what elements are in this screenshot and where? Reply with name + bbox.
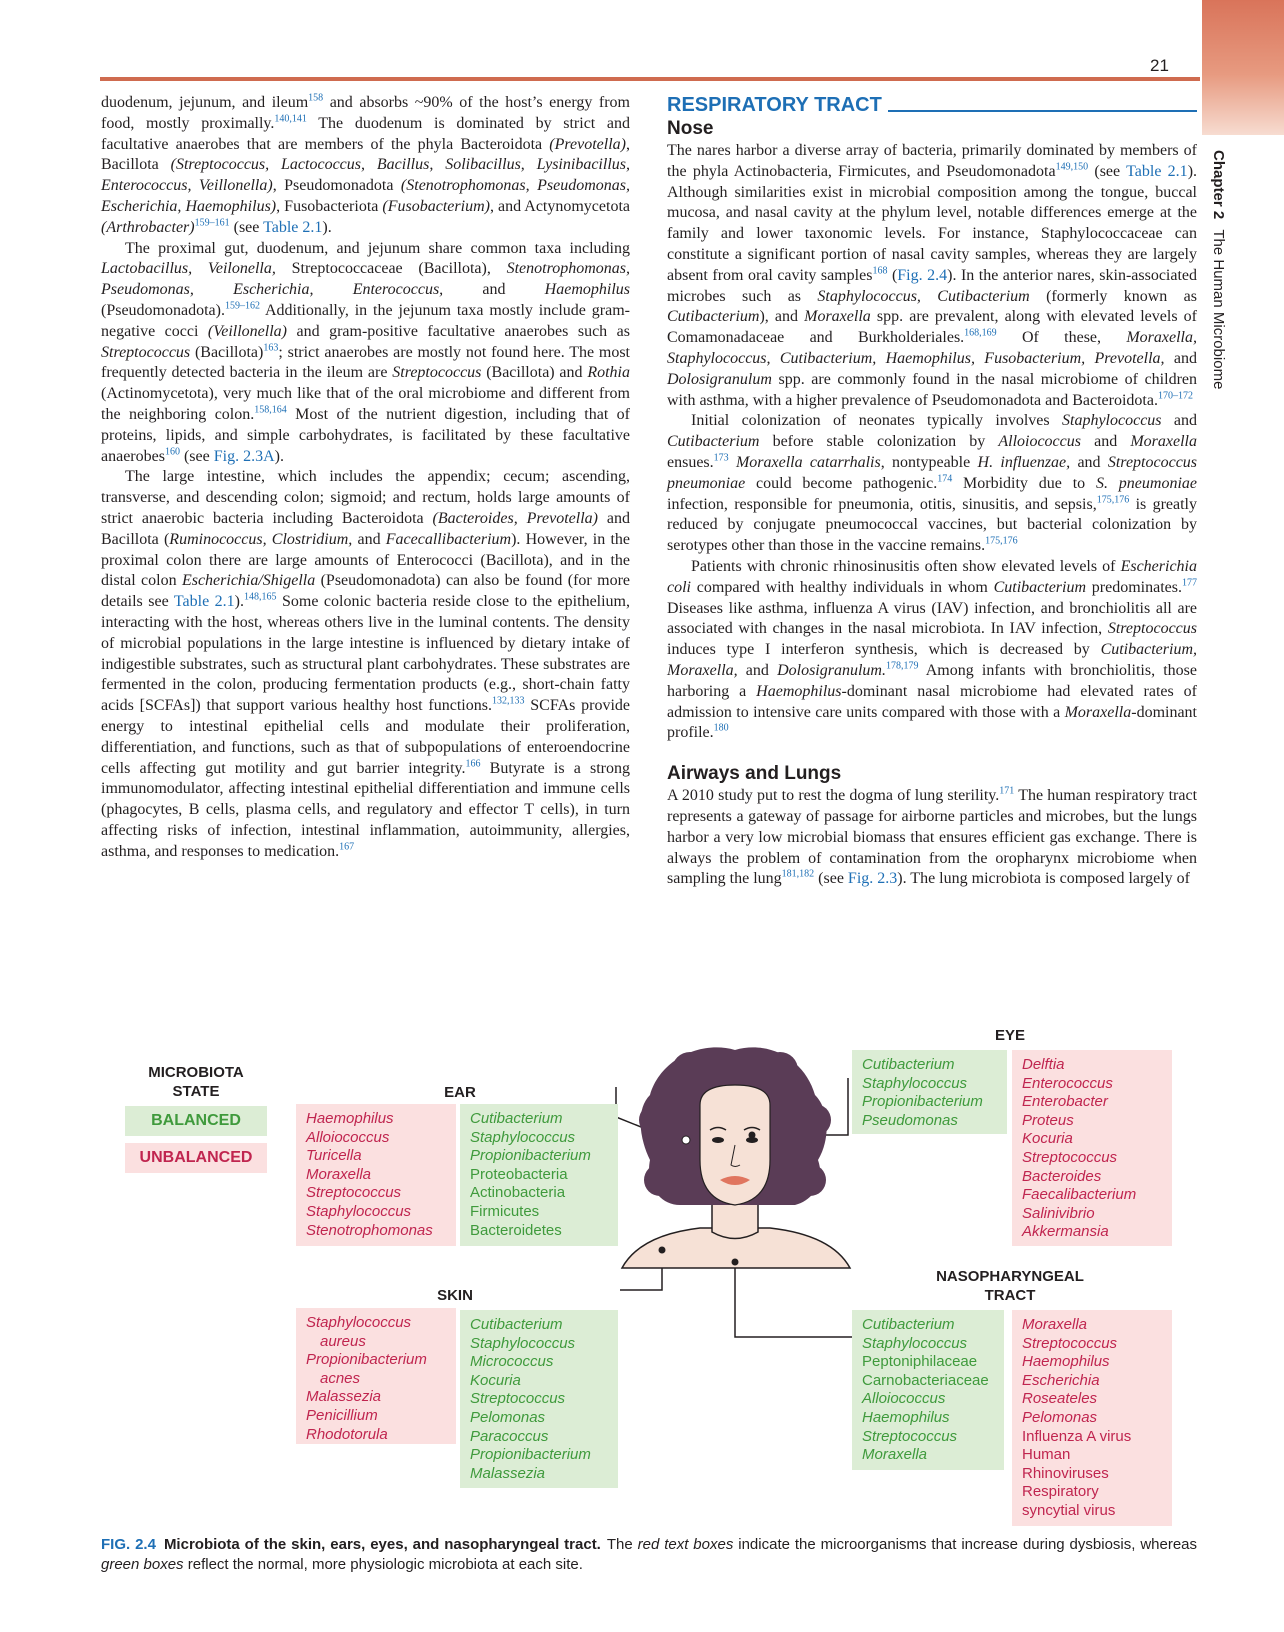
- taxon-item: Haemophilus: [306, 1110, 394, 1127]
- taxon-item: Human: [1022, 1446, 1071, 1464]
- legend-unbalanced: UNBALANCED: [125, 1143, 267, 1173]
- page-number: 21: [1150, 56, 1169, 75]
- taxon-item: Streptococcus: [862, 1427, 958, 1445]
- taxon-item: Streptococcus: [470, 1390, 566, 1408]
- taxon-item: Paracoccus: [470, 1427, 549, 1445]
- taxon-item: Influenza A virus: [1022, 1427, 1132, 1445]
- caption-tag: FIG. 2.4: [101, 1536, 156, 1553]
- figure-caption: [101, 1535, 1197, 1575]
- woman-illustration: [622, 1047, 850, 1268]
- taxon-item: Haemophilus: [1022, 1353, 1110, 1371]
- taxon-item: Cutibacterium: [862, 1316, 955, 1333]
- paragraph: The large intestine, which includes the appendix; cecum; ascending, transverse, and descending colon; sigmoid; and rectum, holds large amounts of strict anaerobic bacteria including Bacteroidota (Bacteroides, Prevotella) and Bacillota (Ruminococcus, Clostridium, and Facecallibacterium). However, in the proximal colon there are large amounts of Enterococci (Bacillota), and in the distal colon Escherichia/Shigella (Pseudomonadota) can also be found (for more details see Table 2.1).$^{148,165}$ Some colonic bacteria reside close to the epithelium, interacting with the host, whereas others live in the luminal contents. The density of microbial populations in the large intestine is influenced by dietary intake of indigestible substrates, such as structural plant carbohydrates. These substrates are fermented in the colon, producing fermentation products (e.g., short-chain fatty acids [SCFAs]) that support various healthy host functions.$^{132,133}$ SCFAs provide energy to intestinal epithelial cells and modulate their proliferation, differentiation, and functions, such as that of subpopulations of enteroendocrine cells affecting gut motility and gut barrier integrity.$^{166}$ Butyrate is a strong immunomodulator, affecting intestinal epithelial differentiation and immune cells (phagocytes, B cells, plasma cells, and regulatory and effector T cells), in turn affecting risks of infection, intestinal inflammation, autoimmunity, allergies, asthma, and responses to medication.$^{167}$: [101, 468, 631, 860]
- taxon-item: Bacteroidetes: [470, 1221, 562, 1239]
- taxon-item: Carnobacteriaceae: [862, 1371, 989, 1389]
- paragraph: duodenum, jejunum, and ileum$^{158}$ and absorbs ~90% of the host’s energy from food, mostly proximally.$^{140,141}$ The duodenum is dominated by strict and facultative anaerobes that are members of the phyla Bacteroidota (Prevotella), Bacillota (Streptococcus, Lactococcus, Bacillus, Solibacillus, Lysinibacillus, Enterococcus, Veillonella), Pseudomonadota (Stenotrophomonas, Pseudomonas, Escherichia, Haemophilus), Fusobacteriota (Fusobacterium), and Actynomycetota (Arthrobacter)$^{159-161}$ (see Table 2.1).: [101, 92, 631, 236]
- taxon-item: Streptococcus: [1022, 1148, 1118, 1166]
- caption-text: The red text boxes indicate the microorganisms that increase during dysbiosis, whereas green boxes reflect the normal, more physiologic microbiota at each site.: [101, 1536, 1198, 1573]
- header-rule: [100, 77, 1200, 81]
- taxon-item: aureus: [320, 1332, 366, 1350]
- taxon-item: Peptoniphilaceae: [862, 1353, 978, 1371]
- taxon-item: Enterococcus: [1022, 1074, 1113, 1092]
- taxon-item: Rhodotorula: [306, 1425, 388, 1443]
- taxon-item: Alloiococcus: [862, 1390, 946, 1408]
- section-heading: RESPIRATORY TRACT: [667, 93, 1197, 117]
- nose-heading: Nose: [667, 118, 714, 139]
- taxon-item: Cutibacterium: [470, 1110, 563, 1127]
- running-head: [1210, 150, 1227, 389]
- taxon-item: Staphylococcus: [862, 1074, 968, 1092]
- taxon-item: Pelomonas: [1022, 1408, 1098, 1426]
- taxon-item: Salinivibrio: [1022, 1204, 1095, 1222]
- taxon-item: Kocuria: [1022, 1130, 1073, 1148]
- taxon-item: Firmicutes: [470, 1202, 540, 1220]
- taxon-item: Staphylococcus: [306, 1314, 412, 1331]
- legend-balanced: BALANCED: [125, 1106, 267, 1136]
- taxon-item: Cutibacterium: [470, 1316, 563, 1333]
- ear-label: EAR: [444, 1084, 476, 1101]
- taxon-item: Escherichia: [1022, 1371, 1100, 1389]
- paragraph: The nares harbor a diverse array of bacteria, primarily dominated by members of the phyla Actinobacteria, Firmicutes, and Pseudomonadota$^{149,150}$ (see Table 2.1). Although similarities exist in microbial composition among the tongue, buccal mucosa, and nasal cavity at the phylum level, notable differences emerge at the family and lower taxonomic levels. For instance, Staphylococcaceae can constitute a significant portion of nasal cavity samples, whereas they are largely absent from oral cavity samples$^{168}$ (Fig. 2.4). In the anterior nares, skin-associated microbes such as Staphylococcus, Cutibacterium (formerly known as Cutibacterium), and Moraxella spp. are prevalent, along with elevated levels of Comamonadaceae and Burkholderiales.$^{168,169}$ Of these, Moraxella, Staphylococcus, Cutibacterium, Haemophilus, Fusobacterium, Prevotella, and Dolosigranulum spp. are commonly found in the nasal microbiome of children with asthma, with a higher prevalence of Pseudomonadota and Bacteroidota.$^{170-172}$: [667, 142, 1198, 409]
- skin-unbalanced-box: [296, 1308, 456, 1444]
- taxon-item: Haemophilus: [862, 1408, 950, 1426]
- taxon-item: Staphylococcus: [862, 1334, 968, 1352]
- taxon-item: Cutibacterium: [862, 1056, 955, 1073]
- taxon-item: Stenotrophomonas: [306, 1221, 433, 1239]
- taxon-item: Propionibacterium: [470, 1446, 591, 1464]
- airways-heading: Airways and Lungs: [667, 763, 842, 785]
- paragraph: Initial colonization of neonates typically involves Staphylococcus and Cutibacterium before stable colonization by Alloiococcus and Moraxella ensues.$^{173}$ Moraxella catarrhalis, nontypeable H. influenzae, and Streptococcus pneumoniae could become pathogenic.$^{174}$ Morbidity due to S. pneumoniae infection, responsible for pneumonia, otitis, sinusitis, and sepsis,$^{175,176}$ is greatly reduced by conjugate pneumococcal vaccines, but bacterial colonization by serotypes other than those in the vaccine remains.$^{175,176}$: [667, 412, 1198, 555]
- taxon-item: Streptococcus: [1022, 1334, 1118, 1352]
- legend-title: MICROBIOTA STATE: [148, 1064, 244, 1100]
- skin-balanced-box: [460, 1310, 618, 1488]
- taxon-item: Moraxella: [306, 1165, 372, 1183]
- paragraph: The proximal gut, duodenum, and jejunum share common taxa including Lactobacillus, Veilonella, Streptococcaceae (Bacillota), Stenotrophomonas, Pseudomonas, Escherichia, Enterococcus, and Haemophilus (Pseudomonadota).$^{159-162}$ Additionally, in the jejunum taxa mostly include gram-negative cocci (Veillonella) and gram-positive facultative anaerobes such as Streptococcus (Bacillota)$^{163}$; strict anaerobes are mostly not found here. The most frequently detected bacteria in the ileum are Streptococcus (Bacillota) and Rothia (Actinomycetota), very much like that of the oral microbiome and different from the neighboring colon.$^{158,164}$ Most of the nutrient digestion, including that of proteins, lipids, and simple carbohydrates, is facilitated by these facultative anaerobes$^{160}$ (see Fig. 2.3A).: [101, 239, 631, 465]
- nasopharyngeal-balanced-box: [852, 1310, 1004, 1470]
- taxon-item: Roseateles: [1022, 1390, 1098, 1408]
- taxon-item: Streptococcus: [306, 1184, 402, 1202]
- taxon-item: Moraxella: [1022, 1316, 1088, 1333]
- chapter-title: The Human Microbiome: [1210, 229, 1227, 390]
- taxon-item: Delftia: [1022, 1056, 1065, 1073]
- figure-2-4: [0, 1000, 1284, 1560]
- paragraph: A 2010 study put to rest the dogma of lung sterility.$^{171}$ The human respiratory tract represents a gateway of passage for airborne particles and microbes, but the lungs harbor a very low microbial biomass that ensures efficient gas exchange. There is always the problem of contamination from the oropharynx microbiome when sampling the lung$^{181,182}$ (see Fig. 2.3). The lung microbiota is composed largely of: [667, 785, 1198, 888]
- chapter-label: Chapter 2: [1210, 150, 1227, 220]
- eye-balanced-box: [852, 1050, 1007, 1134]
- right-column: [667, 93, 1197, 890]
- taxon-item: Penicillium: [306, 1406, 378, 1424]
- nasopharyngeal-unbalanced-box: [1012, 1310, 1172, 1526]
- taxon-item: acnes: [320, 1369, 361, 1387]
- taxon-item: Propionibacterium: [306, 1351, 427, 1369]
- taxon-item: Staphylococcus: [470, 1334, 576, 1352]
- taxon-item: Malassezia: [470, 1464, 546, 1482]
- taxon-item: Faecalibacterium: [1022, 1186, 1137, 1204]
- taxon-item: syncytial virus: [1022, 1501, 1116, 1519]
- taxon-item: Bacteroides: [1022, 1167, 1102, 1185]
- taxon-item: Propionibacterium: [862, 1093, 983, 1111]
- nasopharyngeal-label: NASOPHARYNGEAL TRACT: [936, 1268, 1084, 1304]
- taxon-item: Akkermansia: [1022, 1223, 1109, 1241]
- taxon-item: Turicella: [306, 1147, 362, 1165]
- paragraph: Patients with chronic rhinosinusitis often show elevated levels of Escherichia coli compared with healthy individuals in whom Cutibacterium predominates.$^{177}$ Diseases like asthma, influenza A virus (IAV) infection, and bronchiolitis all are associated with changes in the nasal microbiota. In IAV infection, Streptococcus induces type I interferon synthesis, which is decreased by Cutibacterium, Moraxella, and Dolosigranulum.$^{178,179}$ Among infants with bronchiolitis, those harboring a Haemophilus-dominant nasal microbiome had elevated rates of admission to intensive care units compared with those with a Moraxella-dominant profile.$^{180}$: [667, 557, 1197, 742]
- taxon-item: Proteobacteria: [470, 1165, 568, 1183]
- taxon-item: Actinobacteria: [470, 1184, 566, 1202]
- ear-unbalanced-box: [296, 1104, 456, 1246]
- taxon-item: Staphylococcus: [470, 1128, 576, 1146]
- taxon-item: Pelomonas: [470, 1408, 546, 1426]
- taxon-item: Kocuria: [470, 1371, 521, 1389]
- taxon-item: Staphylococcus: [306, 1202, 412, 1220]
- nasopharyngeal-connector: [735, 1262, 852, 1337]
- left-column: [101, 93, 630, 862]
- taxon-item: Respiratory: [1022, 1483, 1099, 1501]
- skin-label: SKIN: [437, 1287, 473, 1304]
- taxon-item: Alloiococcus: [306, 1128, 390, 1146]
- taxon-item: Proteus: [1022, 1111, 1074, 1129]
- taxon-item: Moraxella: [862, 1446, 928, 1464]
- taxon-item: Micrococcus: [470, 1353, 554, 1371]
- eye-unbalanced-box: [1012, 1050, 1172, 1246]
- ear-balanced-box: [460, 1104, 618, 1246]
- taxon-item: Malassezia: [306, 1388, 382, 1406]
- taxon-item: Propionibacterium: [470, 1147, 591, 1165]
- taxon-item: Rhinoviruses: [1022, 1464, 1109, 1482]
- eye-label: EYE: [994, 1027, 1025, 1044]
- taxon-item: Enterobacter: [1022, 1093, 1108, 1111]
- caption-title: Microbiota of the skin, ears, eyes, and nasopharyngeal tract.: [163, 1536, 601, 1553]
- taxon-item: Pseudomonas: [862, 1111, 958, 1129]
- corner-tab: [1202, 0, 1284, 135]
